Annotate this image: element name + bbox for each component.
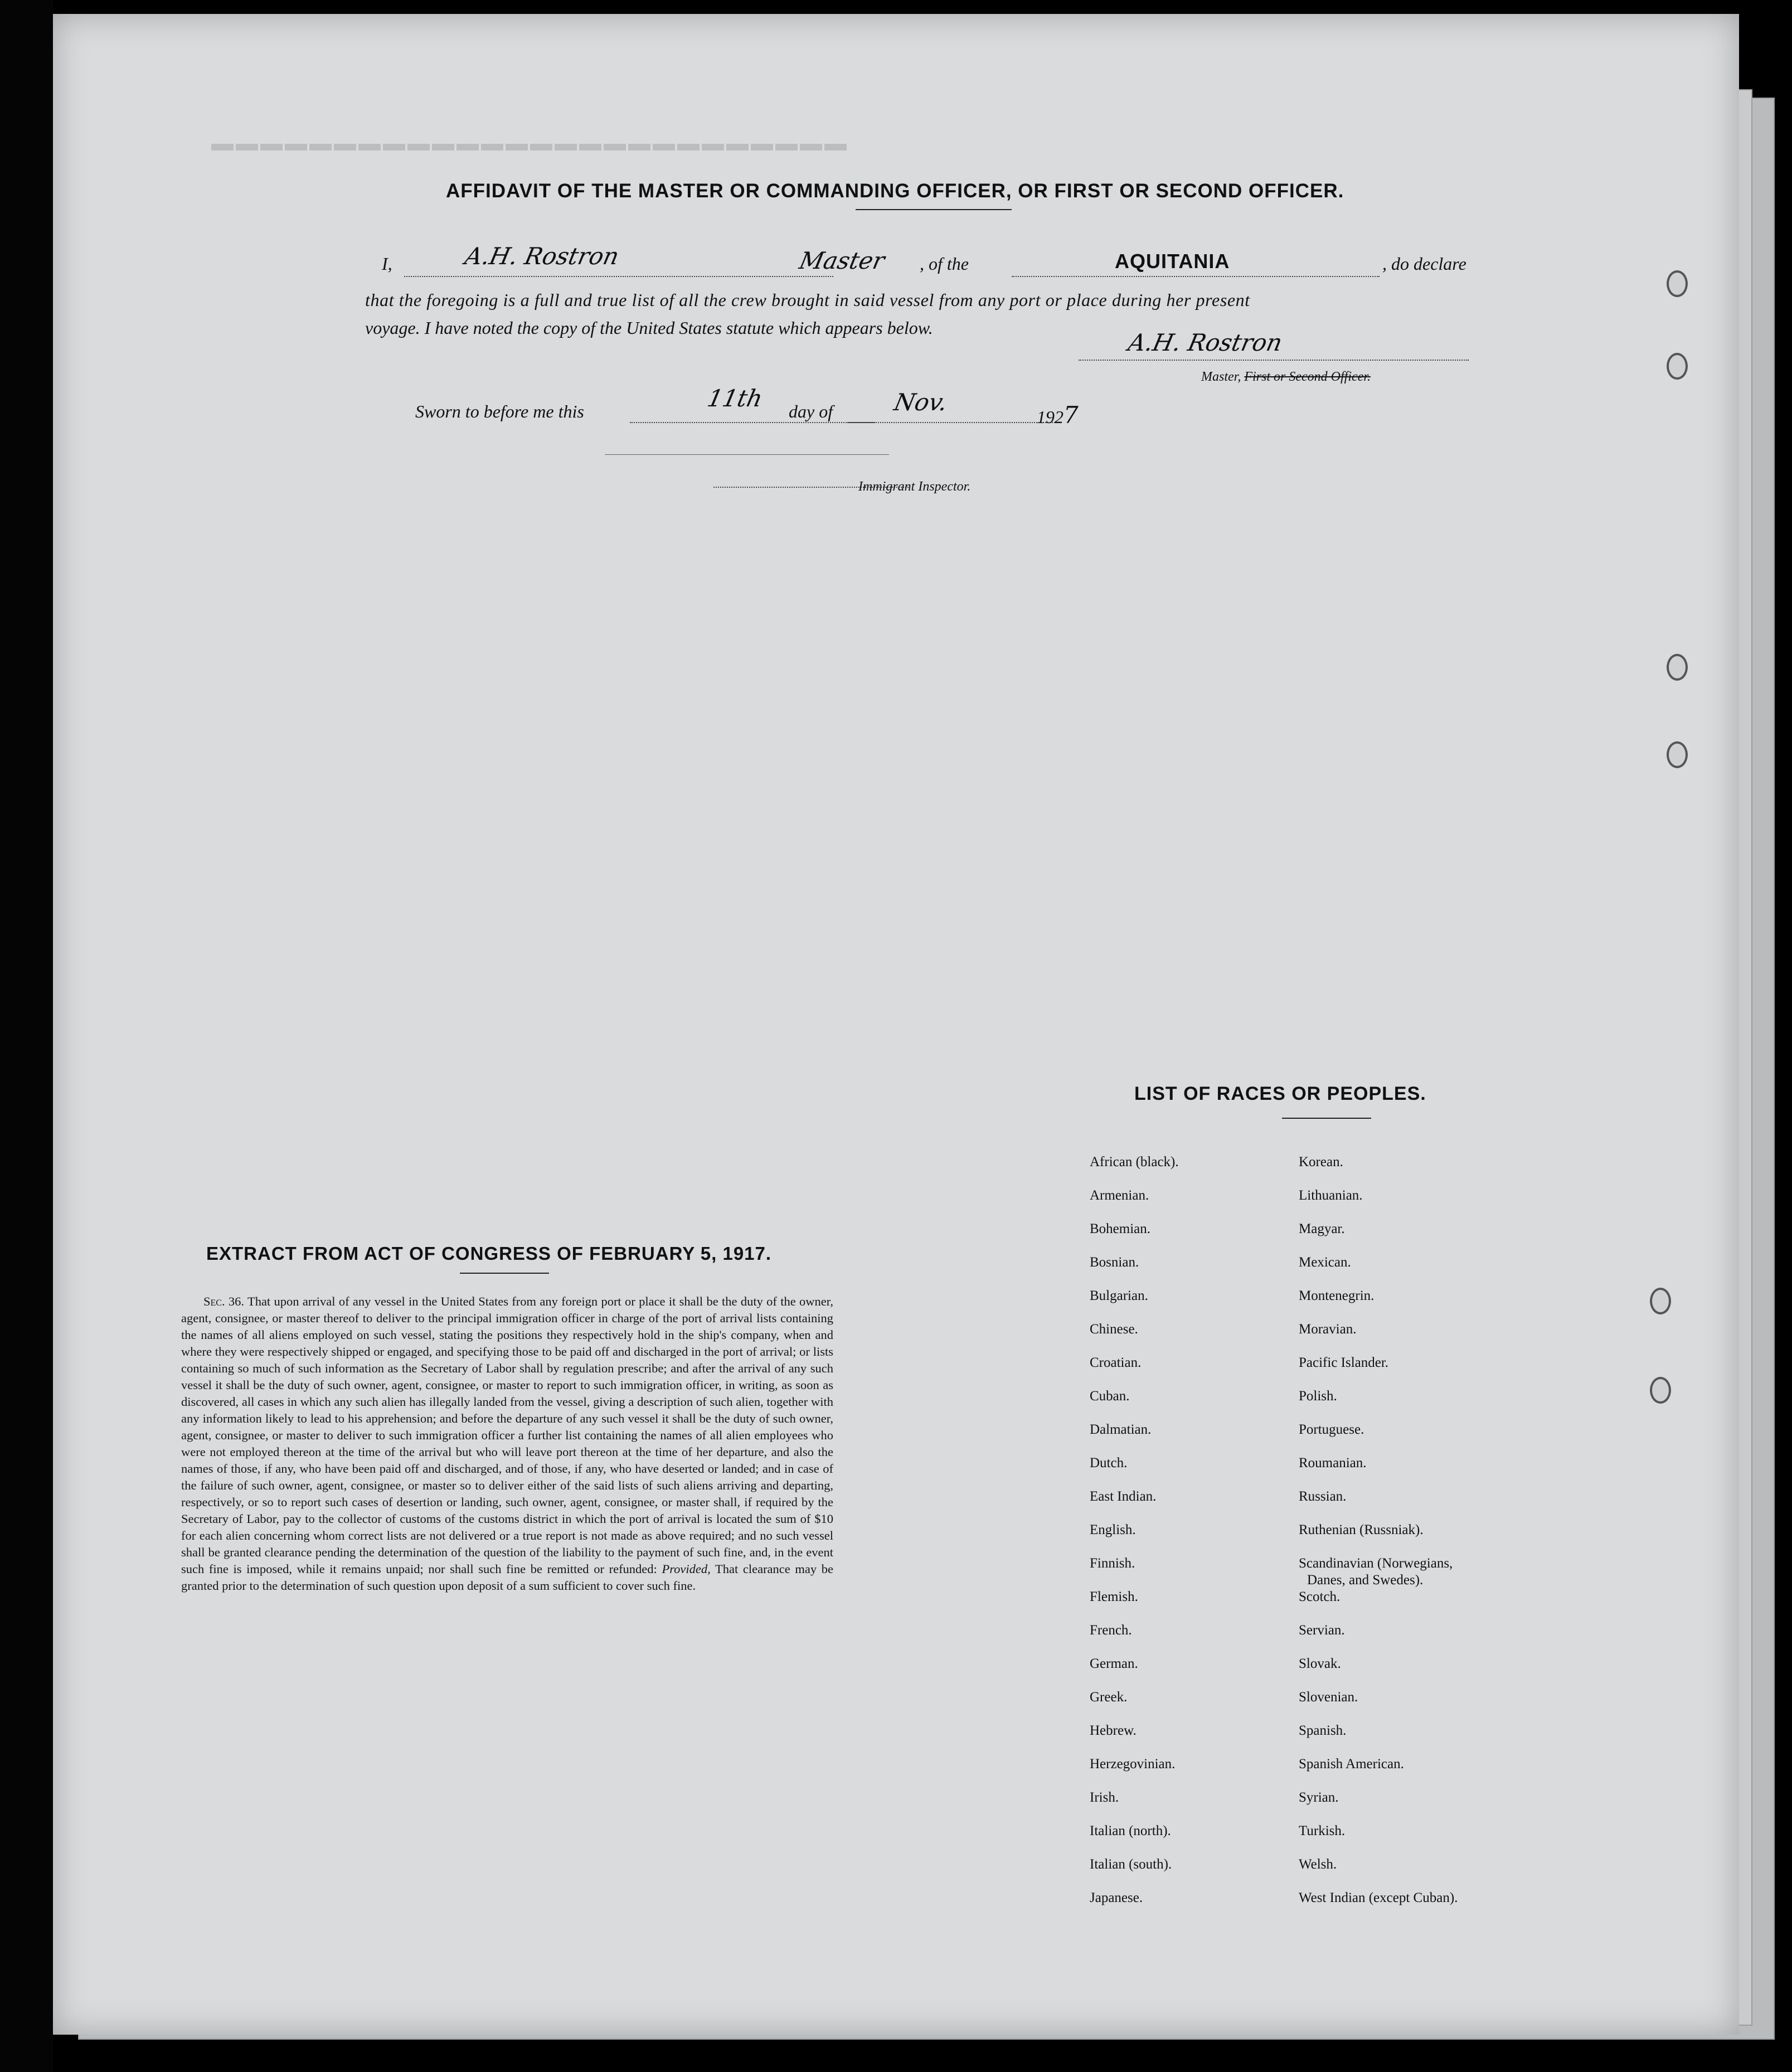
extract-title-rule <box>460 1273 549 1274</box>
race-item: Ruthenian (Russniak). <box>1299 1522 1424 1537</box>
race-item: Welsh. <box>1299 1857 1337 1872</box>
month-blank <box>847 422 1059 423</box>
race-item: French. <box>1090 1623 1132 1638</box>
handwritten-signature: A.H. Rostron <box>1125 329 1285 356</box>
binder-hole <box>1650 1377 1671 1404</box>
binder-hole <box>1667 270 1688 297</box>
section-label: Sec. 36. <box>203 1294 245 1308</box>
race-item: Polish. <box>1299 1389 1337 1404</box>
race-item: Russian. <box>1299 1489 1347 1504</box>
binder-hole <box>1650 1288 1671 1314</box>
title-rule <box>856 209 1012 210</box>
signature-blank <box>1079 360 1469 361</box>
race-item: Portuguese. <box>1299 1422 1364 1437</box>
vessel-blank <box>1012 276 1380 277</box>
race-item: Pacific Islander. <box>1299 1355 1389 1370</box>
document-page <box>53 14 1739 2035</box>
race-item: Scandinavian (Norwegians, <box>1299 1556 1453 1571</box>
race-item: Finnish. <box>1090 1556 1135 1571</box>
binder-hole <box>1667 654 1688 681</box>
vessel-name: AQUITANIA <box>1115 250 1230 273</box>
declaration-line-2: that the foregoing is a full and true list of all the crew brought in said vessel from any port or place during her present <box>365 290 1250 310</box>
year-text <box>1037 401 1079 429</box>
race-item: Slovak. <box>1299 1656 1341 1671</box>
race-item: Armenian. <box>1090 1188 1149 1203</box>
race-item: Cuban. <box>1090 1389 1130 1404</box>
race-item: Danes, and Swedes). <box>1307 1573 1424 1588</box>
race-item: English. <box>1090 1522 1136 1537</box>
handwritten-name: A.H. Rostron <box>462 242 621 270</box>
handwritten-year-digit: 7 <box>1063 401 1079 429</box>
race-item: Scotch. <box>1299 1589 1341 1604</box>
declaration-prefix: I, <box>382 254 392 274</box>
handwritten-day: 11th <box>705 385 765 412</box>
declaration-line-3: voyage. I have noted the copy of the United States statute which appears below. <box>365 318 933 338</box>
proviso-word: Provided, <box>662 1562 711 1576</box>
day-blank <box>630 422 875 423</box>
race-item: Italian (south). <box>1090 1857 1172 1872</box>
race-item: Slovenian. <box>1299 1690 1358 1705</box>
race-item: Turkish. <box>1299 1823 1346 1838</box>
race-item: Spanish. <box>1299 1723 1347 1738</box>
race-item: Chinese. <box>1090 1322 1138 1337</box>
race-item: African (black). <box>1090 1154 1179 1170</box>
extract-body <box>181 1293 833 1594</box>
race-item: Greek. <box>1090 1690 1128 1705</box>
race-item: Dalmatian. <box>1090 1422 1152 1437</box>
race-item: Syrian. <box>1299 1790 1339 1805</box>
signature-caption <box>1201 370 1371 385</box>
race-item: Herzegovinian. <box>1090 1756 1176 1772</box>
master-caption: Master, <box>1201 370 1241 384</box>
printed-year: 192 <box>1037 407 1063 427</box>
race-item: Bosnian. <box>1090 1255 1139 1270</box>
races-title-rule <box>1282 1118 1371 1119</box>
race-item: West Indian (except Cuban). <box>1299 1890 1458 1905</box>
section-text: That upon arrival of any vessel in the United States from any foreign port or place it shall be the duty of the owner, agent, consignee, or master thereof to deliver to the principal immigration officer in charge of the port of arrival lists containing the names of all aliens employed on such vessel, stating the positions they respectively hold in the ship's company, when and where they were respectively shipped or engaged, and specifying those to be paid off and discharged in the port of arrival; or lists containing so much of such information as the Secretary of Labor shall by regulation prescribe; and after the arrival of any such vessel it shall be the duty of such owner, agent, consignee, or master to report to such immigration officer, in writing, as soon as discovered, all cases in which any such alien has illegally landed from the vessel, giving a description of such alien, together with any information likely to lead to his apprehension; and before the departure of any such vessel it shall be the duty of such owner, agent, consignee, or master to deliver to such immigration officer a further list containing the names of all alien employees who were not employed thereon at the time of the arrival but who will leave port thereon at the time of her departure, and also the names of those, if any, who have been paid off and discharged, and of those, if any, who have deserted or landed; and in case of the failure of such owner, agent, consignee, or master so to deliver either of the said lists of such aliens arriving and departing, respectively, or so to report such cases of desertion or landing, such owner, agent, consignee, or master shall, if required by the Secretary of Labor, pay to the collector of customs of the customs district in which the port of arrival is located the sum of $10 for each alien concerning whom correct lists are not delivered or a true report is not made as above required; and no such vessel shall be granted clearance pending the determination of the question of the liability to the payment of such fine, and, in the event such fine is imposed, while it remains unpaid; nor shall such fine be remitted or refunded: <box>181 1294 833 1576</box>
binder-hole <box>1667 353 1688 380</box>
name-blank <box>404 276 833 277</box>
declare-text: , do declare <box>1382 254 1466 274</box>
race-item: Bulgarian. <box>1090 1288 1148 1303</box>
affidavit-title: AFFIDAVIT OF THE MASTER OR COMMANDING OFFICER, OR FIRST OR SECOND OFFICER. <box>446 180 1344 202</box>
race-item: Hebrew. <box>1090 1723 1137 1738</box>
struck-officer-caption: First or Second Officer. <box>1244 370 1371 384</box>
race-item: Servian. <box>1299 1623 1345 1638</box>
race-item: Magyar. <box>1299 1221 1345 1236</box>
race-item: Dutch. <box>1090 1455 1128 1471</box>
race-item: Mexican. <box>1299 1255 1351 1270</box>
race-item: Croatian. <box>1090 1355 1142 1370</box>
extract-title: EXTRACT FROM ACT OF CONGRESS OF FEBRUARY 5, 1917. <box>206 1243 772 1264</box>
race-item: Irish. <box>1090 1790 1119 1805</box>
proviso-text: That clearance may be granted prior to the determination of such question upon deposit of a sum sufficient to cover such fine. <box>181 1562 834 1593</box>
race-item: Moravian. <box>1299 1322 1357 1337</box>
race-item: Flemish. <box>1090 1589 1138 1604</box>
race-item: Lithuanian. <box>1299 1188 1363 1203</box>
race-item: East Indian. <box>1090 1489 1157 1504</box>
race-item: Spanish American. <box>1299 1756 1404 1772</box>
race-item: Roumanian. <box>1299 1455 1367 1471</box>
of-the-text: , of the <box>920 254 969 274</box>
bleed-through-text: ▬▬▬▬▬▬▬▬▬▬▬▬▬▬▬▬▬▬▬▬▬▬▬▬▬▬ <box>209 131 847 156</box>
handwritten-rank: Master <box>797 247 887 274</box>
race-item: Bohemian. <box>1090 1221 1151 1236</box>
inspector-signature-line <box>605 454 889 455</box>
scan-dark-edge <box>0 0 53 2072</box>
day-of-text: day of <box>789 401 833 421</box>
binder-hole <box>1667 741 1688 768</box>
inspector-caption: Immigrant Inspector. <box>858 479 971 494</box>
handwritten-month: Nov. <box>891 389 950 416</box>
sworn-text: Sworn to before me this <box>415 401 584 421</box>
race-item: Italian (north). <box>1090 1823 1171 1838</box>
race-item: Korean. <box>1299 1154 1343 1170</box>
race-item: German. <box>1090 1656 1138 1671</box>
races-title: LIST OF RACES OR PEOPLES. <box>1134 1083 1426 1104</box>
race-item: Montenegrin. <box>1299 1288 1375 1303</box>
race-item: Japanese. <box>1090 1890 1143 1905</box>
